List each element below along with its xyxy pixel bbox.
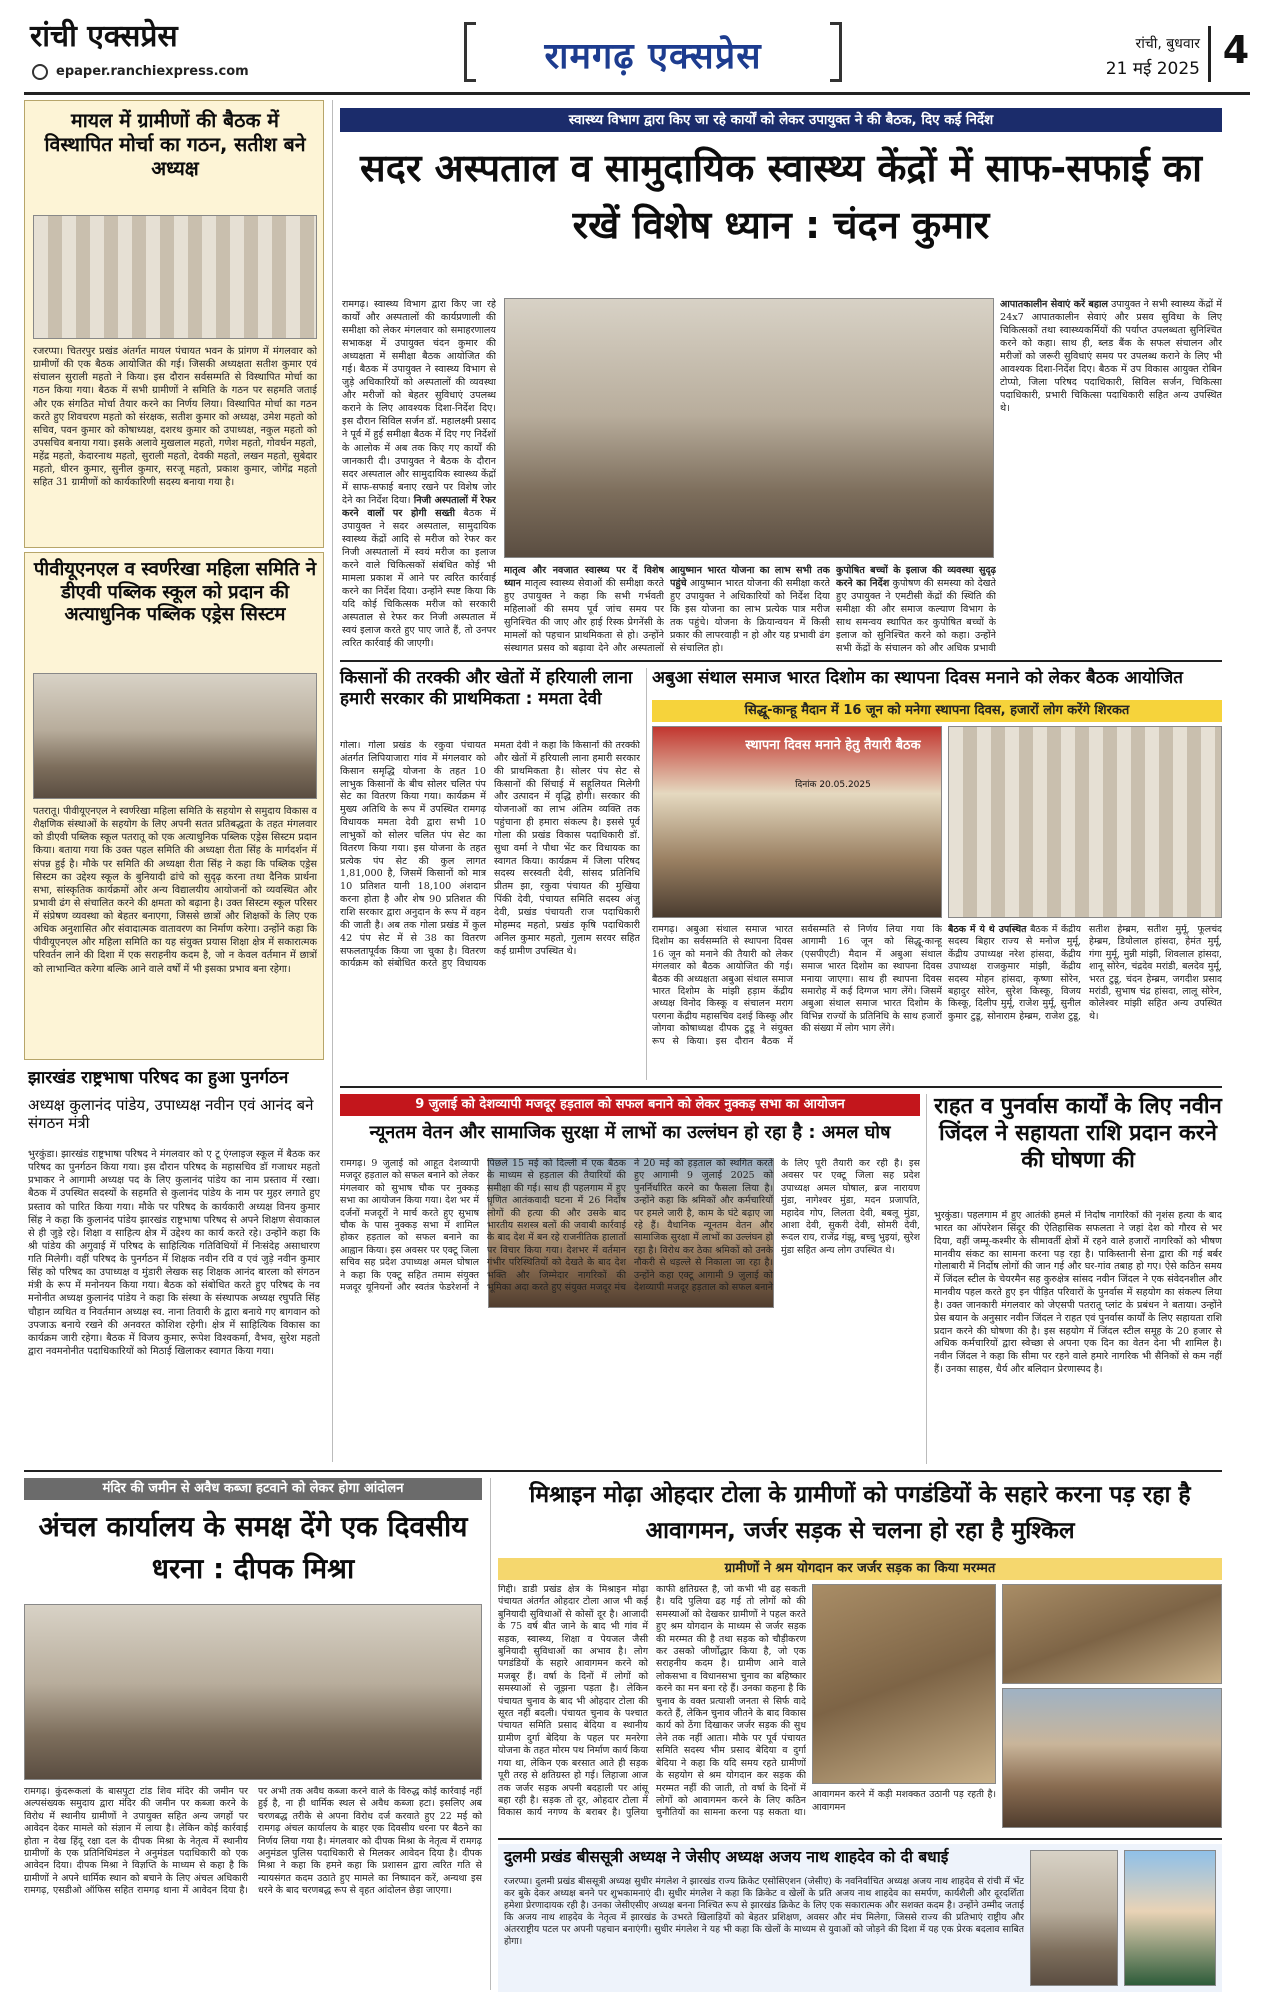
lead-col3-text: आयुष्मान भारत योजना की समीक्षा करते हुए उपायुक्त ने अधिकारियों को निर्देश दिया कि इस योजना का लाभ प्रत्येक पात्र मरीज तक पहुंचे। योजना के क्रियान्वयन में किसी प्रकार की लापरवाही न हो और यह प्रभावी ढंग से संचालित हो। (670, 578, 830, 654)
strap: ग्रामीणों ने श्रम योगदान कर जर्जर सड़क का किया मरम्मत (498, 1558, 1222, 1580)
story-mishraine (498, 1478, 1222, 1832)
headline: राहत व पुनर्वास कार्यों के लिए नवीन जिंदल ने सहायता राशि प्रदान करने की घोषणा की (934, 1094, 1222, 1173)
page-number-divider (1208, 26, 1211, 82)
body-text: रजरप्पा। चितरपुर प्रखंड अंतर्गत मायल पंचायत भवन के प्रांगण में मंगलवार को ग्रामीणों की एक बैठक आयोजित की गई। जिसकी अध्यक्षता सतीश कुमार एवं संचालन सुराली महतो ने किया। इस दौरान सर्वसम्मति से विस्थापित मोर्चा का गठन किया गया। बैठक में सभी ग्रामीणों ने समिति के गठन पर सहमति जताई और एक संगठित मोर्चा तैयार करने का निर्णय लिया। विस्थापित मोर्चा का गठन करते हुए शिवचरण महतो को संरक्षक, सतीश कुमार को अध्यक्ष, उमेश महतो को सचिव, पवन कुमार को कोषाध्यक्ष, दशरथ कुमार को उपाध्यक्ष, नकुल महतो को उपसचिव बनाया गया। इसके अलावे मुखलाल महतो, गणेश महतो, गोवर्धन महतो, महेंद्र महतो, केदारनाथ महतो, सुराली महतो, देवकी महतो, लखन महतो, सुबेदार महतो, धीरन कुमार, सुनील कुमार, सरजू महतो, प्रकाश कुमार, जोगेंद्र महतो सहित 31 ग्रामीणों को कार्यकारिणी सदस्य बनाया गया है। (33, 346, 317, 489)
headline: झारखंड राष्ट्रभाषा परिषद का हुआ पुनर्गठन (28, 1068, 289, 1088)
lead-col2 (504, 564, 664, 654)
column-divider (646, 668, 647, 1080)
strap: 9 जुलाई को देशव्यापी मजदूर हड़ताल को सफल बनाने को लेकर नुक्कड़ सभा का आयोजन (340, 1094, 920, 1116)
lead-col2-text: मातृत्व स्वास्थ्य सेवाओं की समीक्षा करते हुए उपायुक्त ने कहा कि सभी गर्भवती महिलाओं की समय पूर्व जांच समय पर सुनिश्चित की जाए और हाई रिस्क प्रेगनेंसी के मामलों को पहचान प्राथमिकता से हो। उन्होंने संस्थागत प्रसव को बढ़ावा देने और अस्पतालों (504, 578, 664, 654)
bracket-left (464, 22, 476, 82)
section-rule (24, 1470, 1222, 1472)
section-rule (498, 1838, 1222, 1840)
story-powergrid (24, 552, 324, 1060)
body-col-left: गिद्दी। डाडी प्रखंड क्षेत्र के मिश्राइन मोढ़ा पंचायत अंतर्गत ओहदार टोला आज भी कई बुनियादी सुविधाओं से कोसों दूर है। आजादी के 75 वर्ष बीत जाने के बाद भी गांव में सड़क, स्वास्थ्य, शिक्षा व पेयजल जैसी बुनियादी सुविधाओं का अभाव है। लोग पगडंडियों के सहारे आवागमन करने को मजबूर हैं। वर्षा के दिनों में लोगों को समस्याओं से जूझना पड़ता है। लेकिन पंचायत चुनाव के बाद भी ओहदार टोला की सूरत नहीं बदली। पंचायत चुनाव के पश्चात पंचायत समिति प्रसाद बेदिया व स्थानीय ग्रामीण दुर्गा बेदिया के पहल पर मनरेगा योजना के तहत मोरम पथ निर्माण कार्य किया गया था, लेकिन एक बरसात आते ही सड़क पूरी तरह से क्षतिग्रस्त हो गई। लिहाजा आज तक जर्जर सड़क अपनी बदहाली पर आंसू बहा रही है। सड़क तो दूर, ओहदार टोला में विकास कार्य नगण्य के बराबर है। पुलिया काफी क्षतिग्रस्त है, जो कभी भी ढह सकती है। यदि पुलिया ढह गई तो लोगों को की समस्याओं को देखकर ग्रामीणों ने पहल करते हुए श्रम योगदान के माध्यम से जर्जर सड़क की मरम्मत की है तथा सड़क को चौड़ीकरण कर उसको जीर्णोद्धार किया है, जो एक सराहनीय कदम है। ग्रामीण आने वाले लोकसभा व विधानसभा चुनाव का बहिष्कार करने का मन बना रहे हैं। उनका कहना है कि चुनाव के वक्त प्रत्याशी जनता से सिर्फ वादे करते हैं, लेकिन चुनाव जीतने के बाद विकास कार्य को ठेंगा दिखाकर जर्जर सड़क की सुध लेने तक नहीं आता। मौके पर पूर्व पंचायत समिति सदस्य भीम प्रसाद बेदिया व दुर्गा बेदिया ने कहा कि यदि समय रहते ग्रामीणों के सहयोग से श्रम योगदान कर सड़क की मरम्मत नहीं की जाती, तो वर्षा के दिनों में लोगों को आवागमन करने के लिए कठिन चुनौतियों का सामना करना पड़ सकता था। (498, 1584, 806, 1819)
story-mayal (24, 100, 324, 548)
headline: अंचल कार्यालय के समक्ष देंगे एक दिवसीय धरना : दीपक मिश्रा (38, 1510, 468, 1585)
epaper-url[interactable]: epaper.ranchiexpress.com (56, 64, 249, 79)
lead-col1 (342, 298, 496, 653)
masthead (0, 0, 1268, 92)
photo-road-repair (1002, 1688, 1222, 1828)
section-rule (340, 1086, 1222, 1088)
story-jindal (934, 1094, 1222, 1464)
photo-damaged-road (812, 1584, 996, 1784)
issue-date: 21 मई 2025 (1105, 59, 1200, 79)
headline: मायल में ग्रामीणों की बैठक में विस्थापित मोर्चा का गठन, सतीश बने अध्यक्ष (44, 109, 306, 180)
headline: अबुआ संथाल समाज भारत दिशोम का स्थापना दिवस मनाने को लेकर बैठक आयोजित (652, 668, 1183, 688)
lead-col3-subhead: आयुष्मान भारत योजना का लाभ सभी तक पहुंचे (670, 565, 830, 590)
body-text: रामगढ़। अबुआ संथाल समाज भारत दिशोम का सर्वसम्मति से स्थापना दिवस 16 जून को मनाने की तैयारी को लेकर मंगलवार को बैठक आयोजित की गई। बैठक की अध्यक्षता अबुआ संथाल समाज भारत दिशोम के मांझी हड़ाम केंद्रीय अध्यक्ष विनोद किस्कू व संचालन मराग परगना केंद्रीय महासचिव दशई किस्कू और जोगवा कोषाध्यक्ष दीपक टुडू ने संयुक्त रूप से किया। इस दौरान बैठक में सर्वसम्मति से निर्णय लिया गया कि आगामी 16 जून को सिद्धू-कान्हू (एसपीएटी) मैदान में अबुआ संथाल समाज भारत दिशोम का स्थापना दिवस मनाया जाएगा। साथ ही स्थापना दिवस समारोह में कई दिग्गज भाग लेंगे। जिसमें अबुआ संथाल समाज भारत दिशोम के विभिन्न राज्यों के प्रतिनिधि के साथ हजारों की संख्या में लोग भाग लेंगे। (652, 924, 942, 1047)
bracket-right (830, 22, 842, 82)
lead-col4-subhead: कुपोषित बच्चों के इलाज की व्यवस्था सुदृढ़ करने का निर्देश (836, 565, 996, 590)
headline: पीवीयूएनएल व स्वर्णरेखा महिला समिति ने डीएवी पब्लिक स्कूल को प्रदान की अत्याधुनिक पब्लिक एड्रेस सिस्टम (33, 559, 317, 626)
body-flow: रामगढ़। 9 जुलाई को आहूत देशव्यापी मजदूर हड़ताल को सफल बनाने को लेकर मंगलवार को सुभाष चौक पर नुक्कड़ सभा का आयोजन किया गया। देश भर में दर्जनों मजदूरों ने मार्च करते हुए सुभाष चौक के पास नुक्कड़ सभा में शामिल होकर हड़ताल को सफल बनाने का आह्वान किया। इस अवसर पर एक्टू जिला सचिव सह प्रदेश उपाध्यक्ष अमल घोषाल ने कहा कि एक्टू सहित तमाम संयुक्त मजदूर यूनियनों और स्वतंत्र फेडरेशनों ने पिछले 15 मई को दिल्ली में एक बैठक के माध्यम से हड़ताल की तैयारियों की समीक्षा की गई। साथ ही पहलगाम में हुए घृणित आतंकवादी घटना में 26 निर्दोष लोगों की हत्या की और उसके बाद भारतीय सशस्त्र बलों की जवाबी कार्रवाई के बाद देश में बन रहे राजनीतिक हालातों पर विचार किया गया। देशभर में वर्तमान गंभीर परिस्थितियों को देखते के बाद देश भक्ति और जिम्मेदार नागरिकों की भूमिका अदा करते हुए संयुक्त मजदूर मंच ने 20 मई को हड़ताल को स्थगित करते हुए आगामी 9 जुलाई 2025 को पुनर्निर्धारित करने का फैसला लिया है। उन्होंने कहा कि श्रमिकों और कर्मचारियों पर हमले जारी है, काम के घंटे बढ़ाए जा रहे हैं। वैधानिक न्यूनतम वेतन और सामाजिक सुरक्षा में लाभों का उल्लंघन हो रहा है। विरोध कर ठेका श्रमिकों को उनके नौकरी से धड़ल्ले से निकाला जा रहा है। उन्होंने कहा एक्टू आगामी 9 जुलाई को देशव्यापी मजदूर हड़ताल को सफल बनाने के लिए पूरी तैयारी कर रही है। इस अवसर पर एक्टू जिला सह प्रदेश उपाध्यक्ष अमल घोषाल, ब्रज नारायण मुंडा, नागेश्वर मुंडा, मदन प्रजापति, महादेव गोप, लिलता देवी, बबलू मुंडा, आशा देवी, सुकरी देवी, सोमरी देवी, रूदल राय, राजेंद्र गंझू, बच्चु भुइयां, सुरेश मुंडा सहित अन्य लोग उपस्थित थे। (340, 1158, 920, 1294)
subhead: अध्यक्ष कुलानंद पांडेय, उपाध्यक्ष नवीन एवं आनंद बने संगठन मंत्री (28, 1096, 314, 1133)
edition-title: रामगढ़ एक्सप्रेस (544, 36, 762, 77)
globe-icon (32, 64, 48, 80)
headline: किसानों की तरक्की और खेतों में हरियाली लाना हमारी सरकार की प्राथमिकता : ममता देवी (340, 668, 633, 709)
lead-col4 (836, 564, 996, 654)
banner-date: दिनांक 20.05.2025 (795, 780, 871, 790)
lead-strap: स्वास्थ्य विभाग द्वारा किए जा रहे कार्यों को लेकर उपायुक्त ने की बैठक, दिए कई निर्देश (340, 108, 1222, 132)
photo-portrait (1124, 1850, 1216, 1986)
body-text (340, 1158, 920, 1464)
column-divider (490, 1478, 491, 1990)
lead-col5-subhead: आपातकालीन सेवाएं करें बहाल (1000, 299, 1108, 310)
masthead-rule (24, 92, 1250, 95)
photo-handover (33, 673, 317, 799)
banner-text: स्थापना दिवस मनाने हेतु तैयारी बैठक (745, 738, 921, 753)
column-divider (332, 100, 333, 1462)
body-text: भुरकुंडा। झारखंड राष्ट्रभाषा परिषद ने मंगलवार को ए टू एंग्लाइज स्कूल में बैठक कर परिषद का पुनर्गठन किया गया। इस दौरान परिषद के महासचिव डॉ गजाधर महतो प्रभाकर ने आगामी अध्यक्ष पद के लिए कुलानंद पांडेय का नाम प्रस्ताव में रखा। बैठक में उपस्थित सदस्यों के सहमति से कुलानंद पांडेय के नाम पर मुहर लगाते हुए प्रस्ताव को पारित किया गया। मौके पर परिषद के कार्यकारी अध्यक्ष विनय कुमार सिंह ने कहा कि कुलानंद पांडेय झारखंड राष्ट्रभाषा परिषद से अपने शिक्षण सेवाकाल से ही जुड़े रहे। शिक्षा व साहित्य क्षेत्र में उद्देश्य का कार्य करते रहे। उन्होंने कहा कि श्री पांडेय की अगुवाई में परिषद के साहित्यिक गतिविधियों में निःसंदेह असाधारण गति मिलेगी। वहीं परिषद के पुनर्गठन में शिक्षक नवीन रवि व एवं जुड़े नवीन कुमार सिंह को परिषद का उपाध्यक्ष व मुंडारी लेखक सह शिक्षक आनंद बारला को संगठन मंत्री के रूप में मनोनयन किया गया। बैठक को संबोधित करते हुए परिषद के नव मनोनीत अध्यक्ष कुलानंद पांडेय ने कहा कि संस्था के संस्थापक अध्यक्ष रघुपति सिंह चौहान व्यथित व निवर्तमान अध्यक्ष स्व. नाना तिवारी के द्वारा बनाये गए बागवान को उपजाऊ बनाये रखने की अनवरत कोशिश रहेगी। क्षेत्र में साहित्यिक विकास का कार्यक्रम जारी रहेगा। बैठक में विजय कुमार, रूपेश विश्वकर्मा, वैभव, सुरेश महतो द्वारा नवमनोनीत पदाधिकारियों को मिठाई खिलाकर स्वागत किया गया। (28, 1149, 320, 1357)
section-rule (340, 660, 1222, 662)
caption: आवागमन करने में कड़ी मशक्कत उठानी पड़ रहती है। आवागमन (812, 1789, 996, 1814)
column-divider (926, 1094, 927, 1464)
lead-col3 (670, 564, 830, 654)
headline: मिश्राइन मोढ़ा ओहदार टोला के ग्रामीणों को पगडंडियों के सहारे करना पड़ रहा है आवागमन, जर्जर सड़क से चलना हो रहा है मुश्किल (529, 1482, 1191, 1544)
story-hadtal (340, 1094, 920, 1464)
lead-col4-text: कुपोषण की समस्या को देखते हुए उपायुक्त ने एमटीसी केंद्रों की स्थिति की समीक्षा की और समाज कल्याण विभाग के साथ समन्वय स्थापित कर कुपोषित बच्चों के इलाज को सुनिश्चित करने को कहा। उन्होंने सभी केंद्रों के संचालन को और अधिक प्रभावी (836, 578, 996, 654)
present-text: बैठक में केंद्रीय सदस्य बिहार राज्य से मनोज मुर्मू, केंद्रीय उपाध्यक्ष नरेश हांसदा, केंद्रीय उपाध्यक्ष राजकुमार मांझी, केंद्रीय सदस्य मोहन हांसदा, कृष्णा सोरेन, बहादुर सोरेन, सुरेश किस्कू, विजय किस्कू, दिलीप मुर्मू, राजेश मुर्मू, सुनील कुमार टुडू, सोनाराम हेम्ब्रम, राजेश टुडू, सतीश हेम्ब्रम, सतीश मुर्मू, फूलचंद हेम्ब्रम, डियोलाल हांसदा, हेमंत मुर्मू, गंगा मुर्मू, मुन्नी मांझी, शिवलाल हांसदा, शानू सोरेन, चंद्रदेव मरांडी, बलदेव मुर्मू, भरत टुडू, चंदन हेम्ब्रम, जगदीश प्रसाद मरांडी, सुभाष चंद्र हांसदा, लालू सोरेन, कोलेश्वर मांझी सहित अन्य उपस्थित थे। (948, 924, 1222, 1022)
body-text: पतरातू। पीवीयूएनएल ने स्वर्णरेखा महिला समिति के सहयोग से समुदाय विकास व शैक्षणिक संस्थाओं के सहयोग के लिए अपनी सतत प्रतिबद्धता के तहत मंगलवार को डीएवी पब्लिक स्कूल पतरातू को एक अत्याधुनिक पब्लिक एड्रेस सिस्टम प्रदान किया। बताया गया कि उक्त पहल समिति की अध्यक्षा रीता सिंह के मार्गदर्शन में संपन्न हुई है। मौके पर समिति की अध्यक्षा रीता सिंह ने कहा कि पब्लिक एड्रेस सिस्टम का उद्देश्य स्कूल के बुनियादी ढांचे को सुदृढ़ करना तथा दैनिक प्रार्थना सभा, सांस्कृतिक कार्यक्रमों और अन्य विद्यालयीय आयोजनों को व्यवस्थित और प्रभावी ढंग से संचालित करने की क्षमता को बढ़ाना है। उक्त सिस्टम स्कूल परिसर में संप्रेषण व्यवस्था को बेहतर बनाएगा, जिससे छात्रों और शिक्षकों के लिए एक अधिक अनुशासित और संवादात्मक वातावरण का निर्माण करेगा। उन्होंने कहा कि पीवीयूएनएल और महिला समिति का यह संयुक्त प्रयास शिक्षा क्षेत्र में सकारात्मक परिवर्तन लाने की दिशा में एक सराहनीय कदम है, जो न केवल वर्तमान में छात्रों को लाभान्वित करेगा बल्कि आने वाले वर्षों में भी इसका प्रभाव बना रहेगा। (33, 806, 317, 975)
story-santhal (652, 668, 1222, 1080)
lead-col1-text: रामगढ़। स्वास्थ्य विभाग द्वारा किए जा रहे कार्यों और अस्पतालों की कार्यप्रणाली की समीक्षा को लेकर मंगलवार को समाहरणालय सभाकक्ष में उपायुक्त चंदन कुमार की अध्यक्षता में समीक्षा बैठक आयोजित की गई। बैठक में उपायुक्त ने स्वास्थ्य विभाग से जुड़े अधिकारियों को अस्पतालों की व्यवस्था और मरीजों को बेहतर सुविधाएं उपलब्ध कराने के लिए आवश्यक दिशा-निर्देश दिए। इस दौरान सिविल सर्जन डॉ. महालक्ष्मी प्रसाद ने पूर्व में हुई समीक्षा बैठक में दिए गए निर्देशों के आलोक में अब तक किए गए कार्यों की जानकारी दी। उपायुक्त ने बैठक के दौरान सदर अस्पताल और सामुदायिक स्वास्थ्य केंद्रों में साफ-सफाई बनाए रखने पर विशेष जोर देने का निर्देश दिया। (342, 299, 496, 506)
photo-delegation (24, 1604, 482, 1780)
story-duleemi (498, 1844, 1222, 1992)
strap: मंदिर की जमीन से अवैध कब्जा हटवाने को लेकर होगा आंदोलन (24, 1478, 482, 1500)
lead-col2-subhead: मातृत्व और नवजात स्वास्थ्य पर दें विशेष ध्यान (504, 565, 664, 590)
body-text: गोला। गोला प्रखंड के रकुवा पंचायत अंतर्गत लिपियाजारा गांव में मंगलवार को किसान समृद्धि योजना के तहत 10 लाभुक किसानों के बीच सोलर चलित पंप सेट का वितरण किया गया। कार्यक्रम में मुख्य अतिथि के रूप में उपस्थित रामगढ़ विधायक ममता देवी द्वारा सभी 10 लाभुकों को सोलर चलित पंप सेट का वितरण किया गया। इस योजना के तहत प्रत्येक पंप सेट की कुल लागत 1,81,000 है, जिसमें किसानों को मात्र 10 प्रतिशत यानी 18,100 अंशदान करना होता है और शेष 90 प्रतिशत की राशि सरकार द्वारा अनुदान के रूप में वहन की जाती है। अब तक गोला प्रखंड में कुल 42 पंप सेट में से 38 का वितरण सफलतापूर्वक किया जा चुका है। वितरण कार्यक्रम को संबोधित करते हुए विधायक ममता देवी ने कहा कि किसानों की तरक्की और खेतों में हरियाली लाना हमारी सरकार की प्राथमिकता है। सोलर पंप सेट से किसानों की सिंचाई में सहूलियत मिलेगी और उत्पादन में वृद्धि होगी। सरकार की योजनाओं का लाभ अंतिम व्यक्ति तक पहुंचाना ही हमारा संकल्प है। इससे पूर्व गोला की प्रखंड विकास पदाधिकारी डॉ. सुधा वर्मा ने पौधा भेंट कर विधायक का स्वागत किया। कार्यक्रम में जिला परिषद सदस्य सरस्वती देवी, सांसद प्रतिनिधि प्रीतम झा, रकुवा पंचायत की मुखिया पिंकी देवी, पंचायत समिति सदस्य अंजु देवी, प्रखंड पंचायती राज पदाधिकारी मोहम्मद महतो, प्रखंड कृषि पदाधिकारी अनिल कुमार महतो, गुलाम सरवर सहित कई ग्रामीण उपस्थित थे। (340, 740, 640, 970)
place-day: रांची, बुधवार (1135, 36, 1200, 52)
lead-col1-subhead: निजी अस्पतालों में रेफर करने वालों पर होगी सख्ती (342, 494, 496, 519)
photo-review-meeting (504, 298, 994, 558)
page-number: 4 (1222, 28, 1250, 72)
photo-santhal-crowd (948, 726, 1222, 918)
headline: दुलमी प्रखंड बीससूत्री अध्यक्ष ने जेसीए अध्यक्ष अजय नाथ शाहदेव को दी बधाई (504, 1848, 949, 1866)
paper-logo: रांची एक्सप्रेस (30, 19, 178, 54)
headline: न्यूनतम वेतन और सामाजिक सुरक्षा में लाभों का उल्लंघन हो रहा है : अमल घोष (369, 1122, 891, 1143)
story-dharna (24, 1478, 482, 1990)
strap: सिद्धू-कान्हू मैदान में 16 जून को मनेगा स्थापना दिवस, हजारों लोग करेंगे शिरकत (652, 700, 1222, 722)
lead-col1-text-b: बैठक में उपायुक्त ने सदर अस्पताल, सामुदायिक स्वास्थ्य केंद्रों आदि से मरीज को रेफर कर निजी अस्पतालों में स्वयं मरीज का इलाज करने वाले चिकित्सकों संबंधित कोई भी मामला प्रकाश में आने पर त्वरित कार्रवाई करने का निर्देश दिया। उन्होंने स्पष्ट किया कि यदि कोई चिकित्सक मरीज को सरकारी अस्पताल से रेफर कर निजी अस्पताल में स्वयं इलाज करते हुए पाए जाते हैं, तो उनपर त्वरित कार्रवाई की जाएगी। (342, 507, 496, 650)
photo-bouquet-meeting (1030, 1850, 1118, 1986)
photo-village-meeting (33, 215, 317, 339)
photo-santhal-meeting (652, 726, 942, 918)
lead-col5 (1000, 298, 1222, 654)
present-list (948, 924, 1222, 1080)
story-rashtrabhasha (24, 1066, 324, 1466)
body-text: रामगढ़। कुंदरूकलां के बासपुटा टांड शिव मंदिर की जमीन पर अल्पसंख्यक समुदाय द्वारा मंदिर की जमीन पर कब्जा करने के विरोध में स्थानीय ग्रामीणों ने उपायुक्त सहित अन्य जगहों पर आवेदन देकर मामले को संज्ञान में लाया है। लेकिन कोई कार्रवाई होता न देख हिंदू रक्षा दल के दीपक मिश्रा के नेतृत्व में स्थानीय ग्रामीणों के एक प्रतिनिधिमंडल ने अनुमंडल पदाधिकारी को एक आवेदन दिया। दीपक मिश्रा ने विज्ञप्ति के माध्यम से कहा है कि ग्रामीणों ने अपने धार्मिक स्थान को बचाने के लिए अंचल अधिकारी रामगढ़, एसडीओ ऑफिस सहित रामगढ़ थाना में आवेदन दिया है। पर अभी तक अवैध कब्जा करने वाले के विरुद्ध कोई कार्रवाई नहीं हुई है, ना ही धार्मिक स्थल से अवैध कब्जा हटा। इसलिए अब चरणबद्ध तरीके से अपना विरोध दर्ज करवाते हुए 22 मई को रामगढ़ अंचल कार्यालय के बाहर एक दिवसीय धरना पर बैठने का निर्णय लिया गया है। मंगलवार को दीपक मिश्रा के नेतृत्व में रामगढ़ अनुमंडल पुलिस पदाधिकारी से मिलकर आवेदन दिया है। दीपक मिश्रा ने कहा कि हमने कहा कि प्रशासन द्वारा त्वरित गति से न्यायसंगत कदम उठाते हुए मामले का निष्पादन करें, अन्यथा इस धरने के बाद चरणबद्ध रूप से वृहत आंदोलन छेड़ा जाएगा। (24, 1786, 482, 1897)
present-heading: बैठक में ये थे उपस्थित (948, 924, 1027, 935)
story-mamta (340, 668, 640, 1080)
body-text: भुरकुंडा। पहलगाम में हुए आतंकी हमले में निर्दोष नागरिकों की नृशंस हत्या के बाद भारत का ऑपरेशन सिंदूर की ऐतिहासिक सफलता ने जहां देश को गौरव से भर दिया, वहीं जम्मू-कश्मीर के सीमावर्ती क्षेत्रों में रहने वाले हजारों नागरिकों को भीषण मानवीय संकट का सामना करना पड़ रहा है। पाकिस्तानी सेना द्वारा की गई बर्बर गोलाबारी में निर्दोष लोगों की जान गई और घर-गांव तबाह हो गए। ऐसे कठिन समय में जिंदल स्टील के चेयरमैन सह कुरुक्षेत्र सांसद नवीन जिंदल ने एक संवेदनशील और मानवीय पहल करते हुए इन पीड़ित परिवारों के पुनर्वास में सहयोग का संकल्प लिया है। उक्त जानकारी मंगलवार को जेएसपी पतरातू प्लांट के प्रबंधन ने बताया। उन्होंने प्रेस बयान के अनुसार नवीन जिंदल ने राहत एवं पुनर्वास कार्यों के लिए सहायता राशि प्रदान करने की घोषणा की है। इस सहयोग में जिंदल स्टील समूह के 20 हजार से अधिक कर्मचारियों द्वारा स्वेच्छा से अपना एक दिन का वेतन देना भी शामिल है। नवीन जिंदल ने कहा कि सीमा पर रहने वाले हमारे नागरिक भी सैनिकों से कम नहीं हैं। उनका साहस, धैर्य और बलिदान प्रेरणास्पद है। (934, 1210, 1222, 1376)
lead-col5-text: उपायुक्त ने सभी स्वास्थ्य केंद्रों में 24x7 आपातकालीन सेवाएं और प्रसव सुविधा के लिए चिकित्सकों तथा स्वास्थ्यकर्मियों की पर्याप्त उपलब्धता सुनिश्चित करने को कहा। साथ ही, ब्लड बैंक के सफल संचालन और मरीजों को जरूरी सुविधाएं समय पर उपलब्ध कराने के लिए भी आवश्यक दिशा-निर्देश दिए। बैठक में उप विकास आयुक्त रोबिन टोप्पो, जिला परिषद पदाधिकारी, सिविल सर्जन, चिकित्सा पदाधिकारी, प्रभारी चिकित्सा पदाधिकारी सहित अन्य उपस्थित थे। (1000, 299, 1222, 415)
body-text: रजरप्पा। दुलमी प्रखंड बीससूत्री अध्यक्ष सुधीर मंगलेश ने झारखंड राज्य क्रिकेट एसोसिएशन (जेसीए) के नवनिर्वाचित अध्यक्ष अजय नाथ शाहदेव से रांची में भेंट कर बुके देकर अध्यक्ष बनने पर शुभकामनाएं दी। सुधीर मंगलेश ने कहा कि क्रिकेट व खेलों के प्रति अजय नाथ शाहदेव का समर्पण, कार्यशैली और दूरदर्शिता हमेशा प्रेरणादायक रही है। उनका जेसीएसीए अध्यक्ष बनना निश्चित रूप से झारखंड क्रिकेट के लिए एक सकारात्मक और सशक्त कदम है। उन्होंने उम्मीद जताई कि अजय नाथ शाहदेव के नेतृत्व में झारखंड के उभरते खिलाड़ियों को बेहतर प्रशिक्षण, अवसर और मंच मिलेगा, जिससे राज्य की प्रतिभाएं राष्ट्रीय और अंतरराष्ट्रीय पटल पर अपनी पहचान बनाएंगी। सुधीर मंगलेश ने यह भी कहा कि खेलों के माध्यम से युवाओं को जोड़ने की दिशा में यह एक प्रेरक बदलाव साबित होगा। (504, 1876, 1024, 1947)
lead-headline: सदर अस्पताल व सामुदायिक स्वास्थ्य केंद्रों में साफ-सफाई का रखें विशेष ध्यान : चंदन कुमार (360, 146, 1202, 247)
photo-villagers-road (1002, 1584, 1222, 1684)
